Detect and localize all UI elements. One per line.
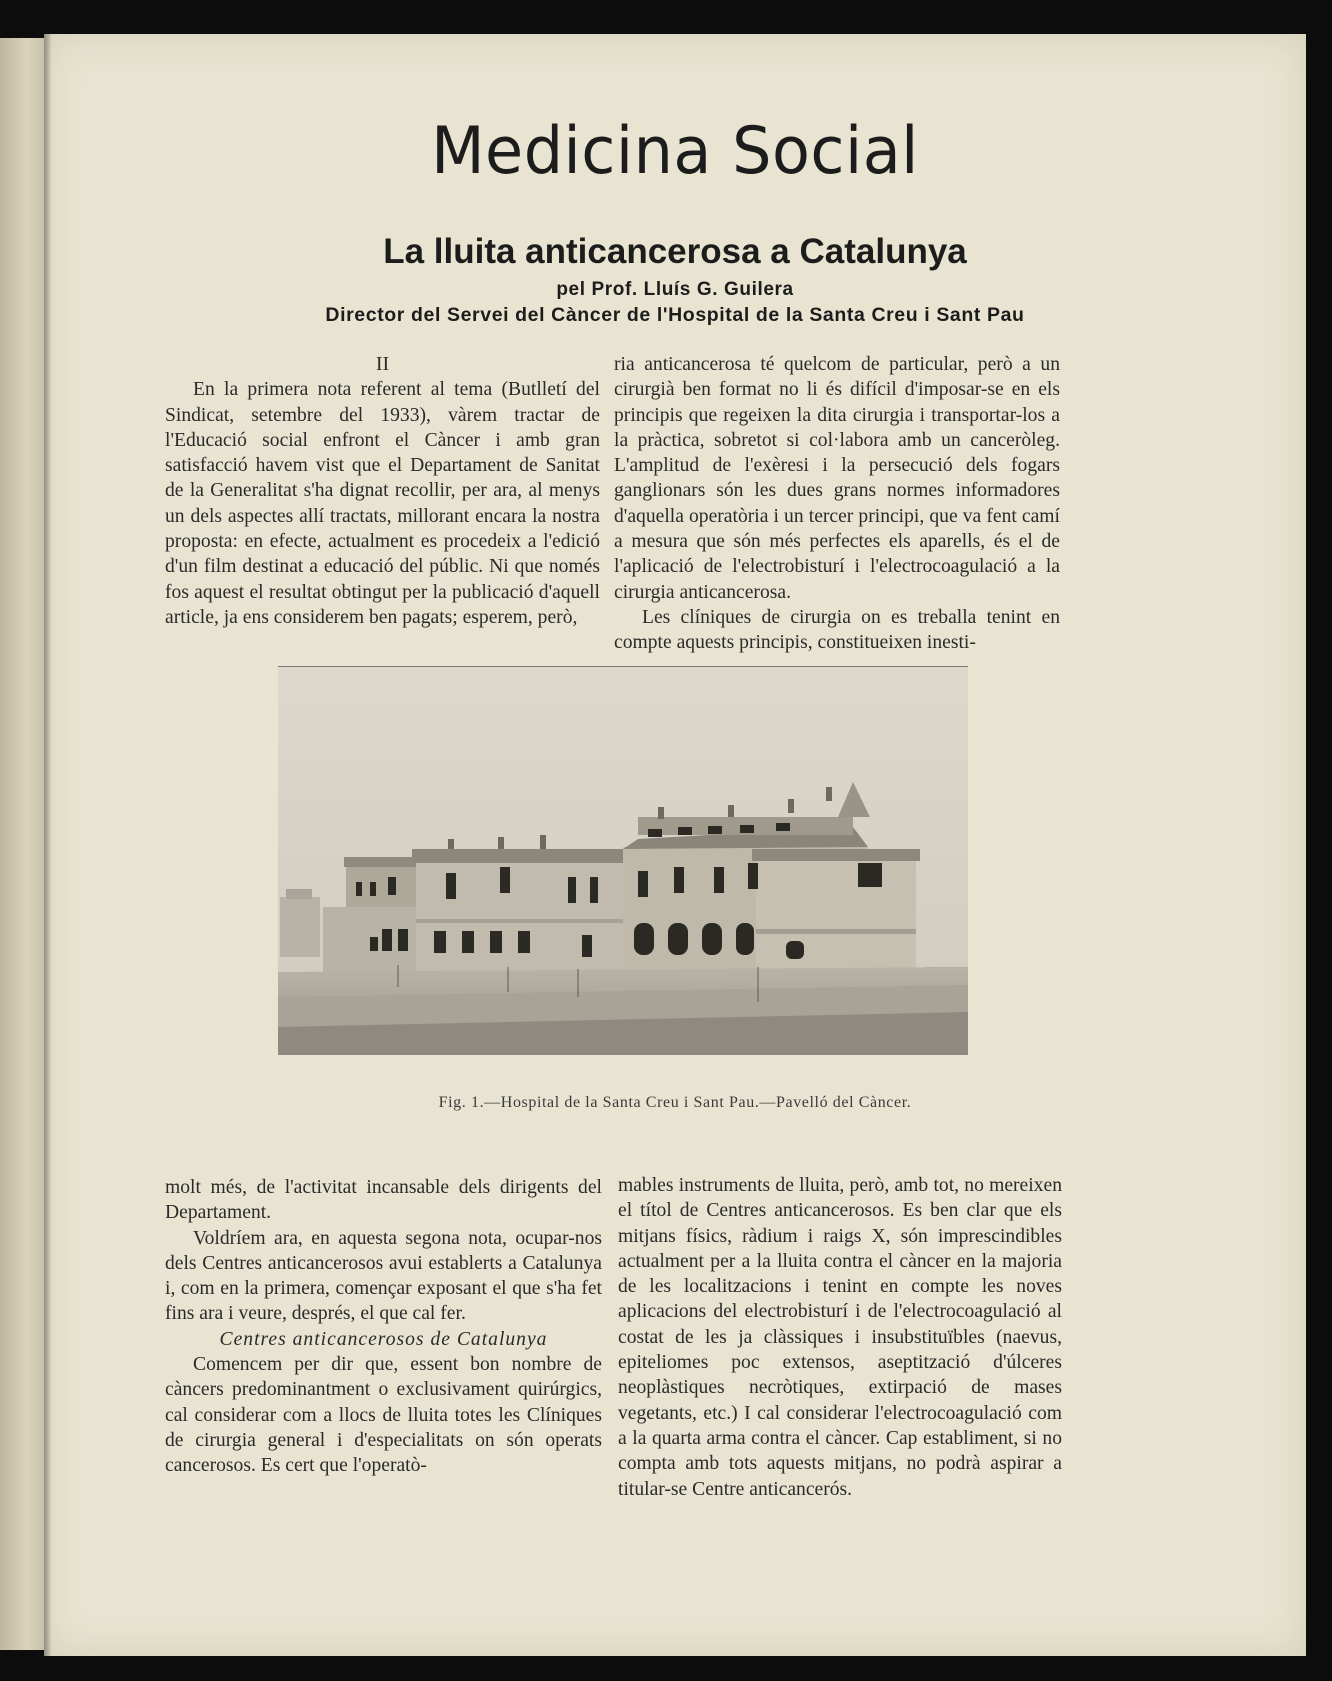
paragraph: Voldríem ara, en aquesta segona nota, ocupar-nos dels Centres anticancerosos avui establerts a Catalunya i, com en la primera, començar exposant el que s'ha fet fins ara i veure, després, el que cal fer. bbox=[165, 1227, 602, 1325]
subheading: Centres anticancerosos de Catalunya bbox=[219, 1328, 548, 1350]
paragraph: mables instruments de lluita, però, amb tot, no mereixen el títol de Centres anticancerosos. Es ben clar que els mitjans físics, ràdium i raigs X, són imprescindibles actualment per a la lluita contra el càncer en la majoria de les localitzacions i tenint en compte les noves aplicacions del electrobisturí i de l'electrocoagulació al costat de les ja clàssiques i insubstituïbles (naevus, epiteliomes poc extensos, aseptització d'úlceres neoplàstiques necròtiques, extirpació de mases vegetants, etc.) I cal considerar l'electrocoagulació com a la quarta arma contra el càncer. Cap establiment, si no compta amb tots aquests mitjans, no podrà aspirar a titular-se Centre anticancerós. bbox=[618, 1175, 1062, 1500]
figure-caption: Fig. 1.—Hospital de la Santa Creu i Sant Pau.—Pavelló del Càncer. bbox=[438, 1094, 912, 1111]
paragraph: molt més, de l'activitat incansable dels dirigents del Departament. bbox=[165, 1177, 602, 1224]
hospital-photo bbox=[278, 666, 968, 1055]
text-column-right-bottom bbox=[618, 1173, 1062, 1502]
author-affiliation: Director del Servei del Càncer de l'Hospital de la Santa Creu i Sant Pau bbox=[325, 304, 1025, 326]
text-column-left-bottom bbox=[165, 1175, 602, 1479]
author-byline: pel Prof. Lluís G. Guilera bbox=[556, 279, 794, 300]
page-gutter-shadow bbox=[44, 34, 52, 1656]
article-title: La lluita anticancerosa a Catalunya bbox=[383, 232, 967, 271]
paragraph: En la primera nota referent al tema (Butlletí del Sindicat, setembre del 1933), vàrem tractar de l'Educació social enfront el Càncer i amb gran satisfacció havem vist que el Departament de Sanitat de la Generalitat s'ha dignat recollir, per ara, al menys un dels aspectes allí tractats, millorant encara la nostra proposta: en efecte, actualment es procedeix a l'edició d'un film destinat a educació del públic. Ni que només fos aquest el resultat obtingut per la publicació d'aquell article, ja ens considerem ben pagats; esperem, però, bbox=[165, 379, 600, 628]
text-column-right-top bbox=[614, 352, 1060, 656]
paragraph: Les clíniques de cirurgia on es treballa tenint en compte aquests principis, constitueixen inesti- bbox=[614, 606, 1060, 654]
previous-page-edge bbox=[0, 38, 44, 1650]
magazine-page bbox=[44, 34, 1306, 1656]
text-column-left-top bbox=[165, 352, 600, 630]
hospital-building-image bbox=[278, 667, 968, 1055]
part-numeral: II bbox=[375, 353, 390, 375]
paragraph: ria anticancerosa té quelcom de particular, però a un cirurgià ben format no li és difícil d'imposar-se en els principis que regeixen la dita cirurgia i transportar-los a la pràctica, sobretot si col·labora amb un canceròleg. L'amplitud de l'exèresi i la persecució dels fogars ganglionars són les dues grans normes informadores d'aquella operatòria i un tercer principi, que va fent camí a mesura que són més perfectes els aparells, és el de l'aplicació de l'electrobisturí i l'electrocoagulació a la cirurgia anticancerosa. bbox=[614, 354, 1060, 603]
section-title: Medicina Social bbox=[431, 112, 919, 189]
paragraph: Comencem per dir que, essent bon nombre de càncers predominantment o exclusivament quirúrgics, cal considerar com a llocs de lluita totes les Clíniques de cirurgia general i d'especialitats on són operats cancerosos. Es cert que l'operatò- bbox=[165, 1354, 602, 1477]
